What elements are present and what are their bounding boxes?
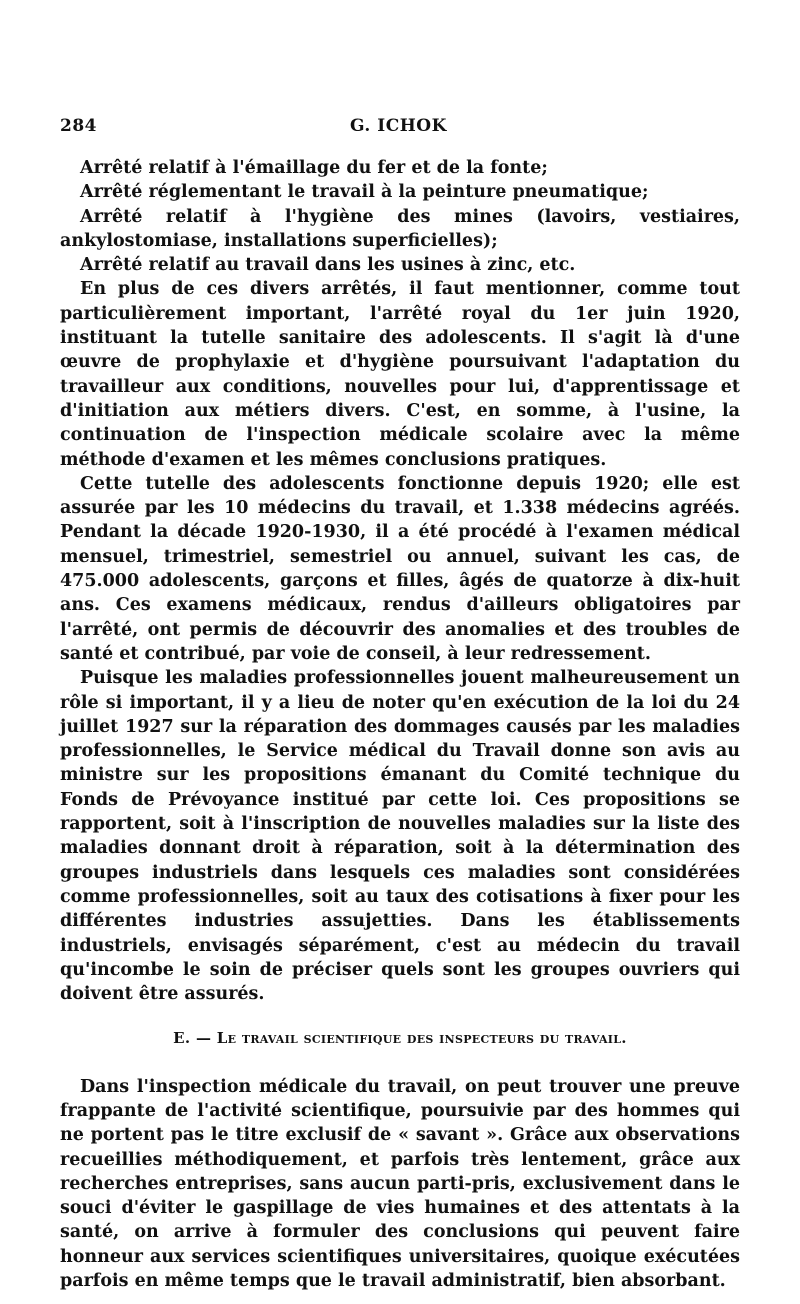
page-number: 284: [60, 116, 97, 136]
paragraph: En plus de ces divers arrêtés, il faut mentionner, comme tout particulièrement important, l'arrêté royal du 1er juin 1920, instituant la tutelle sanitaire des adolescents. Il s'agit là d'une œuvre de prophylaxie et d'hygiène poursuivant l'adaptation du travailleur aux conditions, nouvelles pour lui, d'apprentissage et d'initiation aux métiers divers. C'est, en somme, à l'usine, la continuation de l'inspection médicale scolaire avec la même méthode d'examen et les mêmes conclusions pratiques.: [60, 279, 740, 470]
list-item: Arrêté relatif à l'hygiène des mines (lavoirs, vestiaires, ankylostomiase, installations superficielles);: [60, 206, 740, 251]
paragraph: Puisque les maladies professionnelles jouent malheureusement un rôle si important, il y a lieu de noter qu'en exécution de la loi du 24 juillet 1927 sur la réparation des dommages causés par les maladies professionnelles, le Service médical du Travail donne son avis au ministre sur les propositions émanant du Comité technique du Fonds de Prévoyance institué par cette loi. Ces propositions se rapportent, soit à l'inscription de nouvelles maladies sur la liste des maladies donnant droit à réparation, soit à la détermination des groupes industriels dans lesquels ces maladies sont considérées comme professionnelles, soit au taux des cotisations à fixer pour les différentes industries assujetties. Dans les établissements industriels, envisagés séparément, c'est au médecin du travail qu'incombe le soin de préciser quels sont les groupes ouvriers qui doivent être assurés.: [60, 668, 740, 1005]
body-text: [60, 156, 740, 1293]
section-letter: E. —: [173, 1029, 212, 1048]
book-page: [60, 112, 740, 1293]
section-title: Le travail scientifique des inspecteurs du travail.: [216, 1029, 627, 1048]
paragraph: Dans l'inspection médicale du travail, on peut trouver une preuve frappante de l'activité scientifique, poursuivie par des hommes qui ne portent pas le titre exclusif de « savant ». Grâce aux observations recueillies méthodiquement, et parfois très lentement, grâce aux recherches entreprises, sans aucun parti-pris, exclusivement dans le souci d'éviter le gaspillage de vies humaines et des attentats à la santé, on arrive à formuler des conclusions qui peuvent faire honneur aux services scientifiques universitaires, quoique exécutées parfois en même temps que le travail administratif, bien absorbant.: [60, 1076, 740, 1292]
paragraph: Cette tutelle des adolescents fonctionne depuis 1920; elle est assurée par les 10 médecins du travail, et 1.338 médecins agréés. Pendant la décade 1920-1930, il a été procédé à l'examen médical mensuel, trimestriel, semestriel ou annuel, suivant les cas, de 475.000 adolescents, garçons et filles, âgés de quatorze à dix-huit ans. Ces examens médicaux, rendus d'ailleurs obligatoires par l'arrêté, ont permis de découvrir des anomalies et des troubles de santé et contribué, par voie de conseil, à leur redressement.: [60, 473, 740, 664]
list-item: Arrêté relatif à l'émaillage du fer et de la fonte;: [80, 158, 548, 178]
list-item: Arrêté relatif au travail dans les usines à zinc, etc.: [80, 255, 576, 276]
section-heading: [60, 1026, 740, 1050]
running-head: [60, 112, 740, 142]
author-name: G. ICHOK: [350, 116, 447, 136]
list-item: Arrêté réglementant le travail à la peinture pneumatique;: [80, 182, 649, 203]
